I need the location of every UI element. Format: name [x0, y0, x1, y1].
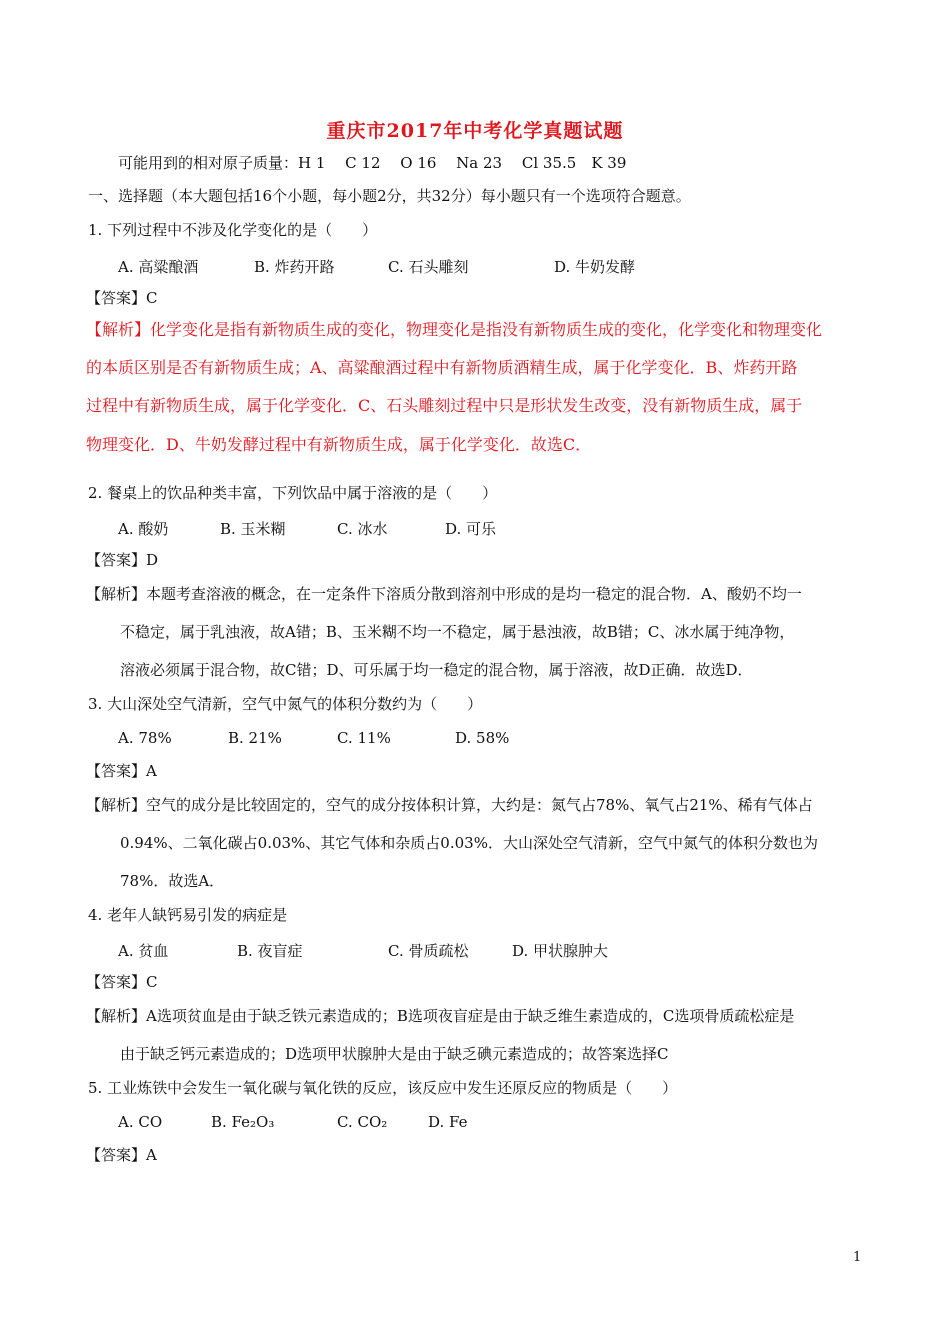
question-3-option-d: D. 58% [455, 729, 510, 747]
question-1-analysis-line: 【解析】化学变化是指有新物质生成的变化，物理变化是指没有新物质生成的变化，化学变化和物理变化 [86, 320, 823, 339]
question-4-option-c: C. 骨质疏松 [388, 942, 469, 960]
question-1-option-a: A. 高粱酿酒 [118, 258, 199, 276]
question-4-option-d: D. 甲状腺肿大 [512, 942, 609, 960]
question-2-analysis-line: 不稳定，属于乳浊液，故A错；B、玉米糊不均一不稳定，属于悬浊液，故B错；C、冰水属于纯净物， [120, 623, 795, 641]
question-3-option-a: A. 78% [118, 729, 172, 747]
question-4-analysis-line: 由于缺乏钙元素造成的；D选项甲状腺肿大是由于缺乏碘元素造成的；故答案选择C [120, 1045, 669, 1063]
question-3-answer: 【答案】A [86, 762, 157, 780]
question-1-option-c: C. 石头雕刻 [388, 258, 469, 276]
question-1-option-d: D. 牛奶发酵 [554, 258, 636, 276]
question-5-option-a: A. CO [118, 1113, 163, 1131]
question-4-stem: 4. 老年人缺钙易引发的病症是 [88, 906, 288, 924]
question-1-answer: 【答案】C [86, 289, 158, 307]
question-3-analysis-line: 0.94%、二氧化碳占0.03%、其它气体和杂质占0.03%．大山深处空气清新，空气中氮气的体积分数也为 [120, 834, 818, 852]
question-5-option-d: D. Fe [428, 1113, 468, 1131]
page-title: 重庆市2017年中考化学真题试题 [326, 120, 624, 142]
question-3-option-b: B. 21% [228, 729, 282, 747]
question-3-analysis-line: 【解析】空气的成分是比较固定的，空气的成分按体积计算，大约是：氮气占78%、氧气占21%、稀有气体占 [86, 796, 813, 814]
section-heading: 一、选择题（本大题包括16个小题，每小题2分，共32分）每小题只有一个选项符合题意。 [88, 187, 691, 205]
question-1-analysis-line: 的本质区别是否有新物质生成；A、高粱酿酒过程中有新物质酒精生成，属于化学变化．B、炸药开路 [86, 358, 798, 377]
question-5-option-c: C. CO₂ [337, 1113, 388, 1131]
atomic-mass-line: 可能用到的相对原子质量：H 1 C 12 O 16 Na 23 Cl 35.5 K 39 [118, 154, 627, 172]
question-2-stem: 2. 餐桌上的饮品种类丰富，下列饮品中属于溶液的是（ ） [88, 484, 498, 502]
question-5-answer: 【答案】A [86, 1146, 157, 1164]
question-2-answer: 【答案】D [86, 551, 159, 569]
question-1-analysis-line: 物理变化．D、牛奶发酵过程中有新物质生成，属于化学变化．故选C． [86, 435, 592, 454]
question-3-analysis-line: 78%．故选A． [120, 872, 225, 890]
question-2-analysis-line: 溶液必须属于混合物，故C错；D、可乐属于均一稳定的混合物，属于溶液，故D正确．故选D． [120, 661, 753, 679]
question-2-option-b: B. 玉米糊 [220, 520, 286, 538]
question-3-option-c: C. 11% [337, 729, 391, 747]
question-4-analysis-line: 【解析】A选项贫血是由于缺乏铁元素造成的；B选项夜盲症是由于缺乏维生素造成的，C选项骨质疏松症是 [86, 1007, 795, 1025]
page-number: 1 [853, 1250, 862, 1265]
question-4-answer: 【答案】C [86, 973, 158, 991]
question-1-analysis-line: 过程中有新物质生成，属于化学变化．C、石头雕刻过程中只是形状发生改变，没有新物质生成，属于 [86, 396, 803, 415]
question-3-stem: 3. 大山深处空气清新，空气中氮气的体积分数约为（ ） [88, 695, 483, 713]
question-5-option-b: B. Fe₂O₃ [211, 1113, 275, 1131]
question-1-stem: 1. 下列过程中不涉及化学变化的是（ ） [88, 221, 378, 239]
question-2-analysis-line: 【解析】本题考查溶液的概念，在一定条件下溶质分散到溶剂中形成的是均一稳定的混合物．A、酸奶不均一 [86, 585, 802, 603]
question-5-stem: 5. 工业炼铁中会发生一氧化碳与氧化铁的反应，该反应中发生还原反应的物质是（ ） [88, 1079, 678, 1097]
question-2-option-d: D. 可乐 [445, 520, 497, 538]
question-4-option-a: A. 贫血 [118, 942, 169, 960]
question-1-option-b: B. 炸药开路 [254, 258, 335, 276]
question-2-option-a: A. 酸奶 [118, 520, 169, 538]
question-4-option-b: B. 夜盲症 [237, 942, 303, 960]
question-2-option-c: C. 冰水 [337, 520, 388, 538]
